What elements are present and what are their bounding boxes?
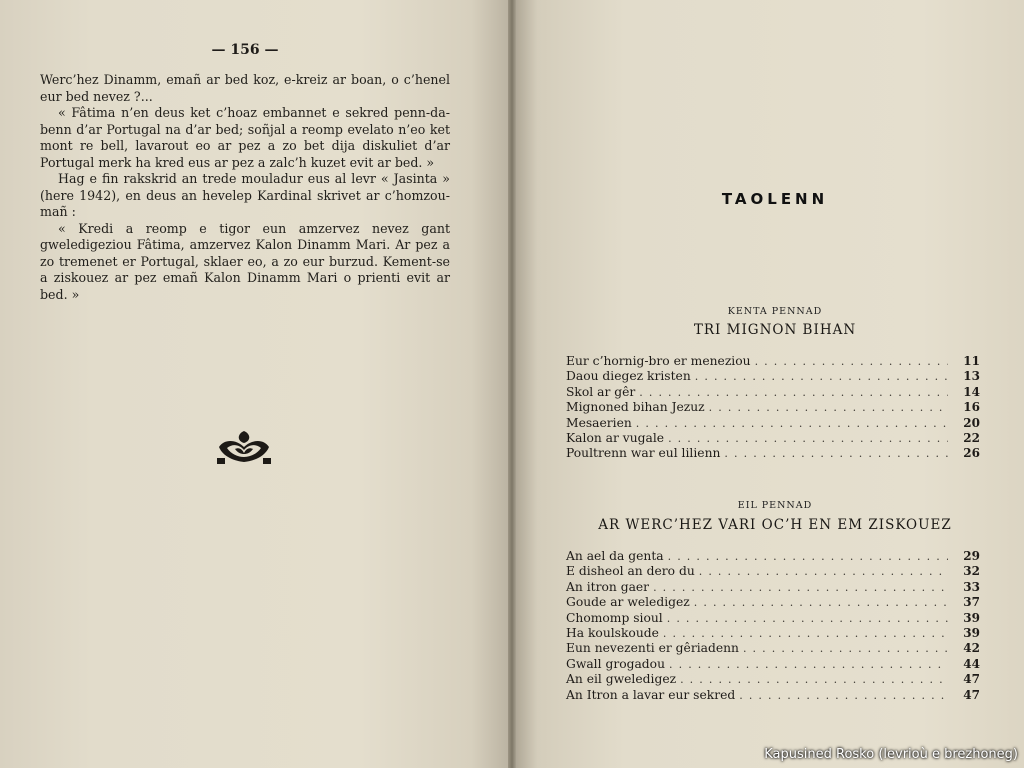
toc-entry-title: An Itron a lavar eur sekred [566,687,736,702]
toc-entry-title: Eur c’hornig-bro er meneziou [566,354,751,368]
toc-entry-page: 32 [963,564,980,579]
dot-leader [669,658,948,671]
dot-leader [709,401,948,414]
toc-entry-page: 33 [963,579,980,594]
toc-entry-page: 14 [963,384,980,399]
dot-leader [639,386,948,399]
chapter-label: KENTA PENNAD [727,306,823,317]
toc-entry [566,595,980,610]
dot-leader [699,565,948,578]
dot-leader [663,627,948,640]
toc-entry-title: Eun nevezenti er gêriadenn [566,641,739,656]
toc-entry-page: 44 [963,656,980,671]
toc-list [566,354,980,462]
toc-entry [566,657,980,672]
paragraph: « Fâtima n’en deus ket c’hoaz embannet e sekred penn-da-benn d’ar Portugal na d’ar bed; soñjal a reomp evelato n’eo ket mont re bell, lavarout eo ar pez a zo bet dija diskuliet d’ar Portugal merk ha kred eus ar pez a zalc’h kuzet evit ar bed. » [40,105,450,170]
toc-entry-page: 37 [963,595,980,610]
toc-entry-page: 47 [963,672,980,687]
toc-title: TAOLENN [721,190,829,208]
toc-entry-title: Goude ar weledigez [566,595,690,610]
toc-entry [566,416,980,431]
toc-entry-title: Daou diegez kristen [566,369,691,384]
floral-ornament-icon [215,428,273,466]
toc-entry-title: E disheol an dero du [566,564,695,579]
paragraph: Werc’hez Dinamm, emañ ar bed koz, e-kreiz ar boan, o c’henel eur bed nevez ?... [40,72,450,104]
toc-entry [566,564,980,579]
toc-entry-page: 29 [963,549,980,563]
toc-entry [566,400,980,415]
toc-entry-title: Ha koulskoude [566,625,659,640]
photo-credit: Kapusined Rosko (levrioù e brezhoneg) [764,747,1018,762]
paragraph: « Kredi a reomp e tigor eun amzervez nevez gant gweledigeziou Fâtima, amzervez Kalon Dinamm Mari. Ar pez a zo tremenet er Portugal, sklaer eo, a zo eur burzud. Kement-se a ziskouez ar pez emañ Kalon Dinamm Mari o prienti evit ar bed. » [40,220,450,302]
toc-entry [566,672,980,687]
toc-entry [566,385,980,400]
toc-entry [566,354,980,369]
paragraph: Hag e fin rakskrid an trede mouladur eus al levr « Jasinta » (here 1942), en deus an hevelep Kardinal skrivet ar c’homzou-mañ : [40,171,450,219]
toc-entry-page: 11 [963,354,980,368]
dot-leader [724,447,948,460]
toc-entry [566,446,980,461]
book-gutter [508,0,516,768]
left-page-text [40,72,450,303]
dot-leader [755,355,948,368]
page-number: — 156 — [211,42,279,58]
toc-entry [566,369,980,384]
toc-entry [566,611,980,626]
toc-entry-title: An ael da genta [566,549,664,563]
toc-entry-page: 13 [963,369,980,384]
toc-entry [566,688,980,703]
toc-entry [566,580,980,595]
dot-leader [667,612,948,625]
toc-entry [566,641,980,656]
chapter-label: EIL PENNAD [737,500,813,511]
dot-leader [739,689,948,702]
toc-entry-page: 22 [963,430,980,445]
toc-entry [566,431,980,446]
dot-leader [680,673,948,686]
toc-entry-page: 16 [963,400,980,415]
toc-entry-title: An itron gaer [566,579,650,594]
toc-entry-title: Poultrenn war eul lilienn [566,446,721,461]
dot-leader [694,596,948,609]
toc-entry-title: An eil gweledigez [566,672,677,687]
toc-entry-page: 47 [963,687,980,702]
toc-entry-page: 20 [963,415,980,430]
chapter-title: AR WERC’HEZ VARI OC’H EN EM ZISKOUEZ [598,517,952,533]
toc-entry-title: Skol ar gêr [566,384,636,399]
toc-entry-title: Mesaerien [566,415,632,430]
toc-list [566,549,980,703]
dot-leader [653,581,948,594]
toc-entry-page: 39 [963,610,980,625]
dot-leader [695,370,948,383]
toc-entry [566,626,980,641]
toc-entry-title: Gwall grogadou [566,656,666,671]
toc-entry-page: 39 [963,625,980,640]
toc-entry-title: Kalon ar vugale [566,430,665,445]
toc-entry [566,549,980,564]
dot-leader [668,432,948,445]
chapter-title: TRI MIGNON BIHAN [693,322,857,338]
toc-entry-title: Chomomp sioul [566,610,663,625]
toc-entry-page: 42 [963,641,980,656]
toc-entry-title: Mignoned bihan Jezuz [566,400,705,415]
dot-leader [636,417,948,430]
dot-leader [743,642,948,655]
dot-leader [668,550,948,563]
toc-entry-page: 26 [963,446,980,461]
